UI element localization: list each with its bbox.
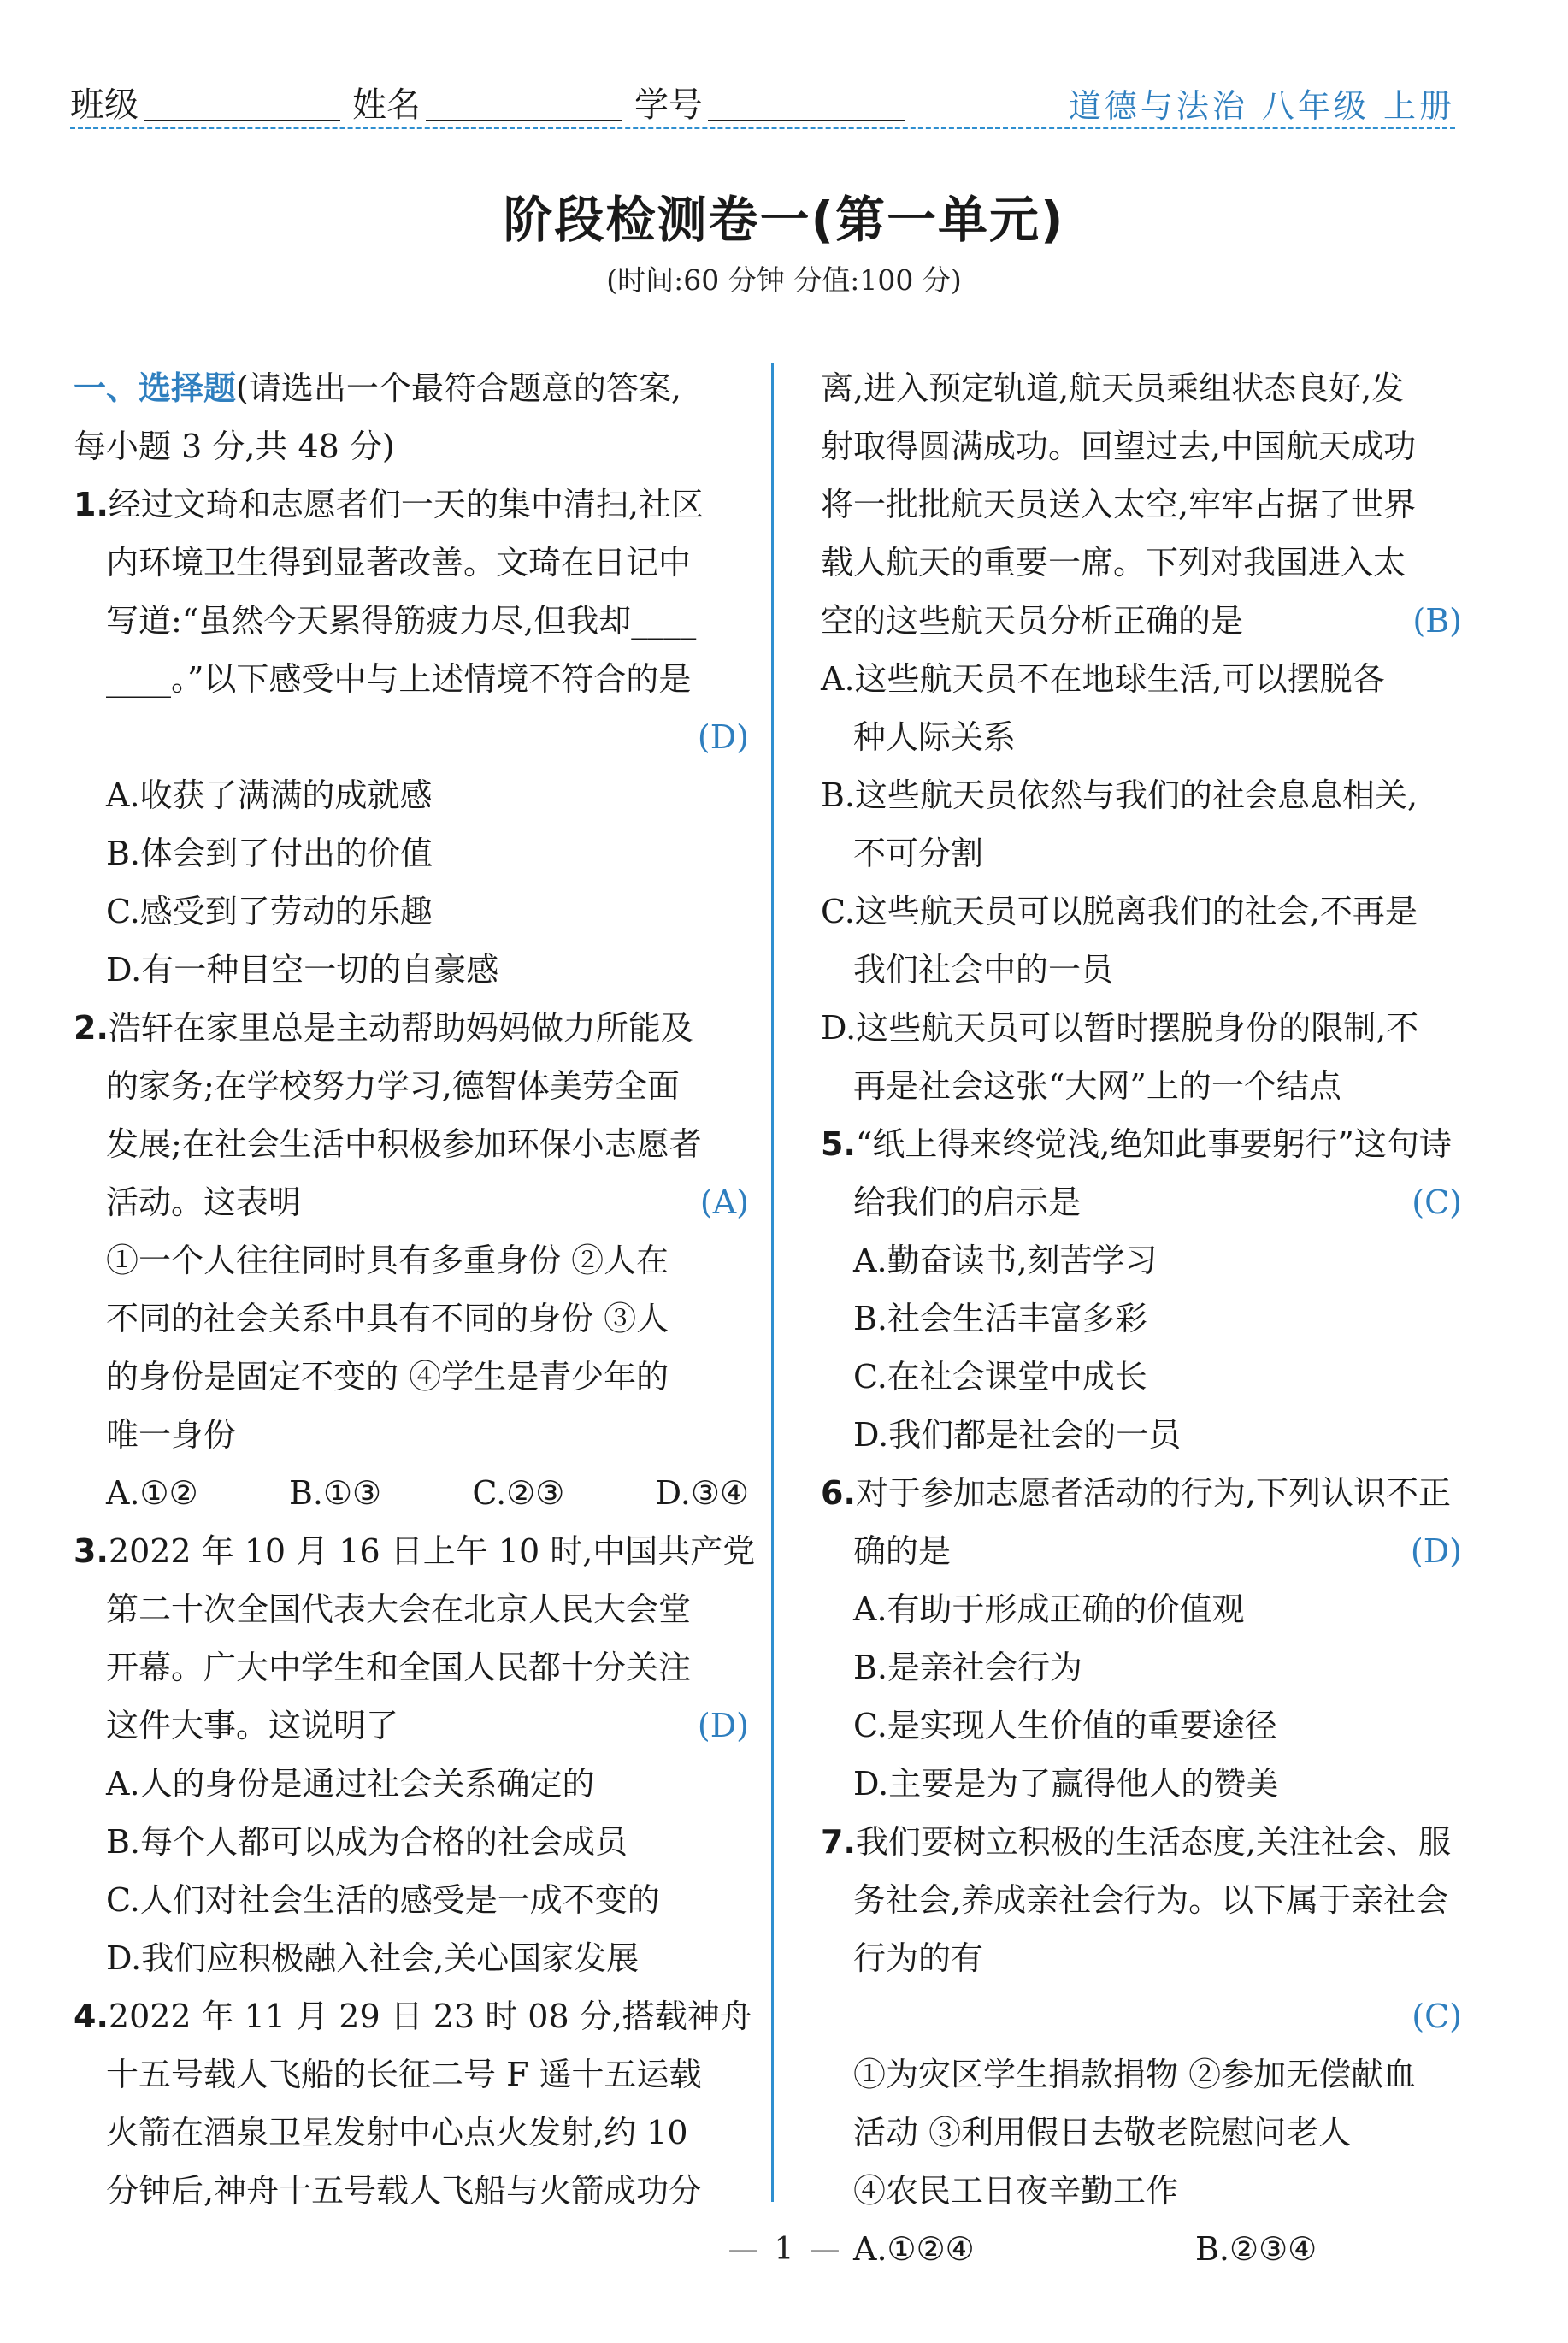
right-column [821,359,1462,2278]
question-text: 这件大事。这说明了 [106,1707,399,1744]
column-divider [771,363,774,2202]
question-number: 3. [74,1532,109,1570]
question-3 [74,1522,756,1987]
question-text: ____。”以下感受中与上述情境不符合的是 [106,660,692,698]
option-a[interactable]: A.勤奋读书,刻苦学习 [853,1242,1158,1279]
option-d[interactable]: D.我们应积极融入社会,关心国家发展 [106,1939,640,1977]
option-b[interactable]: B.①③ [288,1474,382,1512]
question-4 [74,1987,752,2220]
option-b[interactable]: B.社会生活丰富多彩 [853,1300,1148,1337]
question-text: 2022 年 10 月 16 日上午 10 时,中国共产党 [108,1532,756,1570]
statement-text: ①一个人往往同时具有多重身份 ②人在 [106,1242,669,1279]
option-b[interactable]: B.②③④ [1195,2230,1317,2268]
option-c-cont: 我们社会中的一员 [853,951,1114,989]
question-text: 活动。这表明 [106,1183,302,1221]
question-text: 火箭在酒泉卫星发射中心点火发射,约 10 [106,2114,688,2151]
page-header [70,67,1455,127]
question-text: 内环境卫生得到显著改善。文琦在日记中 [106,544,692,581]
answer-key: (D) [697,718,749,756]
statement-text: 不同的社会关系中具有不同的身份 ③人 [106,1300,669,1337]
question-text: 确的是 [853,1532,952,1570]
question-text: 浩轩在家里总是主动帮助妈妈做力所能及 [108,1009,693,1047]
option-d[interactable]: D.③④ [655,1474,749,1512]
question-text: 发展;在社会生活中积极参加环保小志愿者 [106,1125,702,1163]
question-text: 十五号载人飞船的长征二号 F 遥十五运载 [106,2056,702,2093]
student-info-fields [70,78,917,127]
option-a[interactable]: A.收获了满满的成就感 [106,776,433,814]
page-subtitle: (时间:60 分钟 分值:100 分) [606,263,962,297]
option-c[interactable]: C.这些航天员可以脱离我们的社会,不再是 [821,893,1418,930]
statement-text: ①为灾区学生捐款捐物 ②参加无偿献血 [853,2056,1417,2093]
question-5 [821,1115,1462,1464]
question-text: 给我们的启示是 [853,1183,1082,1221]
question-number: 2. [74,1009,109,1047]
question-7 [821,1813,1462,2278]
section-desc: (请选出一个最符合题意的答案, [236,369,681,407]
subject-label: 道德与法治 八年级 上册 [1068,87,1455,125]
question-1 [74,475,749,999]
class-blank[interactable] [144,118,340,121]
question-text: 对于参加志愿者活动的行为,下列认识不正 [855,1474,1451,1512]
question-text: 离,进入预定轨道,航天员乘组状态良好,发 [821,369,1405,407]
answer-key: (C) [1412,1183,1462,1221]
question-number: 5. [821,1125,856,1163]
option-c[interactable]: C.②③ [472,1474,565,1512]
statement-text: 活动 ③利用假日去敬老院慰问老人 [853,2114,1352,2151]
question-6 [821,1464,1462,1813]
answer-key: (C) [1412,1998,1462,2035]
answer-key: (B) [1412,602,1462,640]
question-text: 将一批批航天员送入太空,牢牢占据了世界 [821,486,1417,523]
question-text: 务社会,养成亲社会行为。以下属于亲社会 [853,1881,1449,1919]
option-a[interactable]: A.①②④ [853,2230,975,2268]
option-a[interactable]: A.①② [106,1474,198,1512]
statement-text: 的身份是固定不变的 ④学生是青少年的 [106,1358,669,1396]
option-b[interactable]: B.体会到了付出的价值 [106,835,433,872]
question-text: 开幕。广大中学生和全国人民都十分关注 [106,1649,692,1686]
option-d[interactable]: D.我们都是社会的一员 [853,1416,1182,1454]
question-text: “纸上得来终觉浅,绝知此事要躬行”这句诗 [855,1125,1452,1163]
name-blank[interactable] [426,118,622,121]
option-a[interactable]: A.人的身份是通过社会关系确定的 [106,1765,595,1803]
options-row [74,1464,749,1522]
statement-text: ④农民工日夜辛勤工作 [853,2172,1179,2210]
left-column [74,359,756,2220]
answer-key: (A) [699,1183,749,1221]
question-text: 第二十次全国代表大会在北京人民大会堂 [106,1591,692,1628]
option-a-cont: 种人际关系 [853,718,1017,756]
option-d[interactable]: D.主要是为了赢得他人的赞美 [853,1765,1279,1803]
option-d-cont: 再是社会这张“大网”上的一个结点 [853,1067,1341,1105]
question-text: 2022 年 11 月 29 日 23 时 08 分,搭载神舟 [108,1998,752,2035]
question-text: 经过文琦和志愿者们一天的集中清扫,社区 [108,486,704,523]
question-text: 空的这些航天员分析正确的是 [821,602,1244,640]
option-a[interactable]: A.这些航天员不在地球生活,可以摆脱各 [821,660,1385,698]
name-field[interactable] [352,78,629,127]
class-field[interactable] [70,78,347,127]
option-b-cont: 不可分割 [853,835,984,872]
student-id-label: 学号 [634,86,703,125]
question-text: 分钟后,神舟十五号载人飞船与火箭成功分 [106,2172,702,2210]
question-number: 7. [821,1823,856,1861]
question-number: 1. [74,486,109,523]
page-footer [0,2232,1568,2267]
option-b[interactable]: B.每个人都可以成为合格的社会成员 [106,1823,628,1861]
student-id-field[interactable] [634,78,911,127]
question-2 [74,999,749,1522]
question-text: 我们要树立积极的生活态度,关注社会、服 [855,1823,1451,1861]
page-number: 1 [774,2232,794,2267]
footer-dash-left: — [728,2232,759,2267]
question-number: 4. [74,1998,109,2035]
option-d[interactable]: D.有一种目空一切的自豪感 [106,951,499,989]
option-b[interactable]: B.这些航天员依然与我们的社会息息相关, [821,776,1418,814]
section-desc-cont: 每小题 3 分,共 48 分) [74,428,395,465]
section-header [74,359,749,417]
question-4-continued [821,359,1462,1115]
question-text: 行为的有 [853,1939,984,1977]
name-label: 姓名 [352,86,421,125]
option-a[interactable]: A.有助于形成正确的价值观 [853,1591,1245,1628]
question-text: 射取得圆满成功。回望过去,中国航天成功 [821,428,1417,465]
question-text: 的家务;在学校努力学习,德智体美劳全面 [106,1067,680,1105]
question-number: 6. [821,1474,856,1512]
page-title: 阶段检测卷一(第一单元) [503,191,1065,249]
option-c[interactable]: C.人们对社会生活的感受是一成不变的 [106,1881,660,1919]
section-title: 一、选择题 [74,369,237,407]
option-c[interactable]: C.在社会课堂中成长 [853,1358,1147,1396]
answer-key: (D) [1410,1532,1462,1570]
answer-key: (D) [697,1707,749,1744]
option-d[interactable]: D.这些航天员可以暂时摆脱身份的限制,不 [821,1009,1419,1047]
class-label: 班级 [70,86,139,125]
question-text: 载人航天的重要一席。下列对我国进入太 [821,544,1406,581]
student-id-blank[interactable] [708,118,905,121]
option-c[interactable]: C.是实现人生价值的重要途径 [853,1707,1277,1744]
option-b[interactable]: B.是亲社会行为 [853,1649,1083,1686]
option-c[interactable]: C.感受到了劳动的乐趣 [106,893,433,930]
footer-dash-right: — [809,2232,840,2267]
statement-text: 唯一身份 [106,1416,237,1454]
question-text: 写道:“虽然今天累得筋疲力尽,但我却____ [106,602,697,640]
header-divider [70,127,1455,129]
